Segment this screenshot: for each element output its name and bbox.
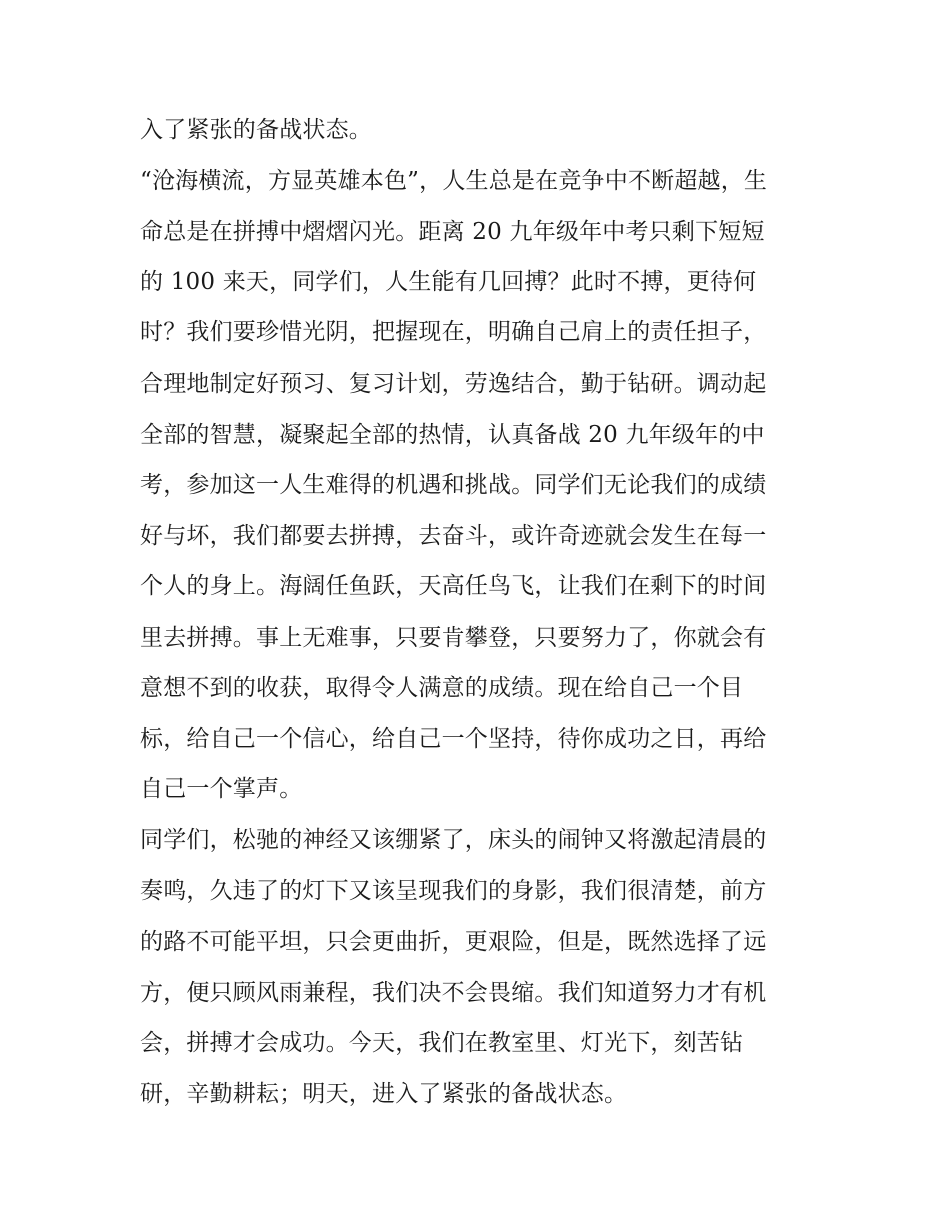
text-line: 命总是在拼搏中熠熠闪光。距离 20 九年级年中考只剩下短短: [140, 219, 765, 245]
text-line: 全部的智慧，凝聚起全部的热情，认真备战 20 九年级年的中: [140, 422, 765, 448]
text-line: 入了紧张的备战状态。: [140, 117, 372, 143]
text-line: 好与坏，我们都要去拼搏，去奋斗，或许奇迹就会发生在每一: [140, 523, 767, 549]
text-line: 研，辛勤耕耘；明天，进入了紧张的备战状态。: [140, 1081, 628, 1107]
text-line: 意想不到的收获，取得令人满意的成绩。现在给自己一个目: [140, 675, 744, 701]
text-line: 时？我们要珍惜光阴，把握现在，明确自己肩上的责任担子，: [140, 319, 767, 345]
text-line: 会，拼搏才会成功。今天，我们在教室里、灯光下，刻苦钻: [140, 1030, 744, 1056]
text-line: “沧海横流，方显英雄本色”，人生总是在竞争中不断超越，生: [140, 168, 768, 194]
text-line: 里去拼搏。事上无难事，只要肯攀登，只要努力了，你就会有: [140, 625, 767, 651]
text-line: 个人的身上。海阔任鱼跃，天高任鸟飞，让我们在剩下的时间: [140, 573, 767, 599]
text-line: 自己一个掌声。: [140, 776, 303, 802]
text-line: 考，参加这一人生难得的机遇和挑战。同学们无论我们的成绩: [140, 472, 767, 498]
text-line: 奏鸣，久违了的灯下又该呈现我们的身影，我们很清楚，前方: [140, 878, 767, 904]
text-line: 的路不可能平坦，只会更曲折，更艰险，但是，既然选择了远: [140, 929, 767, 955]
text-line: 合理地制定好预习、复习计划，劳逸结合，勤于钻研。调动起: [140, 371, 767, 397]
text-line: 方，便只顾风雨兼程，我们决不会畏缩。我们知道努力才有机: [140, 980, 767, 1006]
text-line: 同学们，松驰的神经又该绷紧了，床头的闹钟又将激起清晨的: [140, 827, 767, 853]
text-line: 的 100 来天，同学们，人生能有几回搏？此时不搏，更待何: [140, 269, 757, 295]
text-line: 标，给自己一个信心，给自己一个坚持，待你成功之日，再给: [140, 726, 767, 752]
